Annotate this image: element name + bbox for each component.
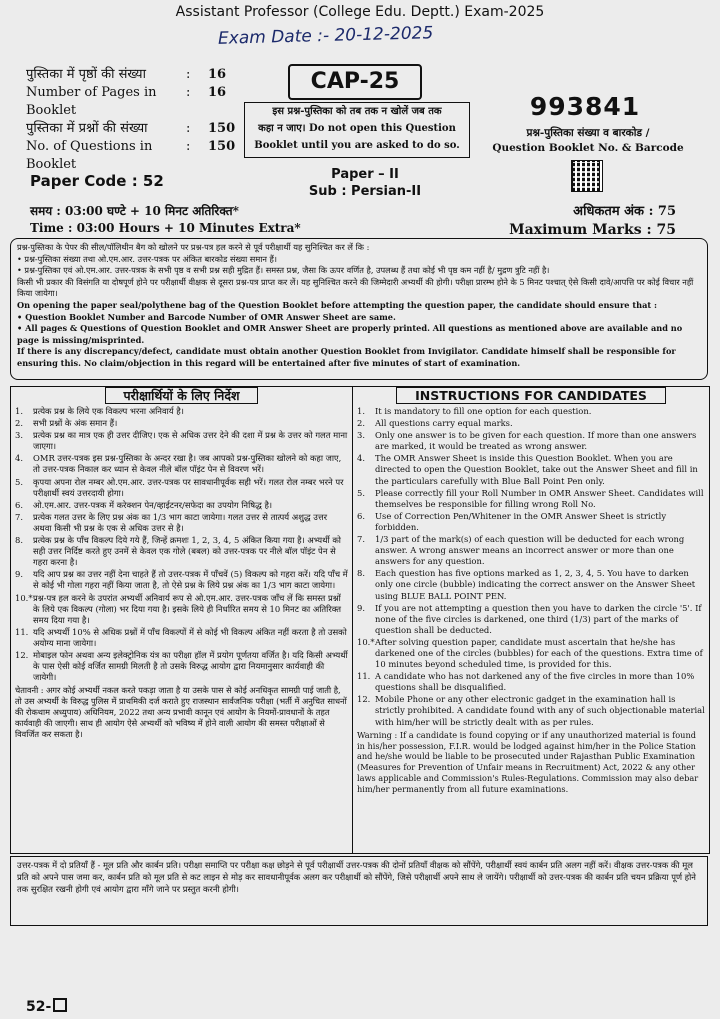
instruction-item [357,453,705,486]
time-allowed [30,203,301,237]
instruction-number: 11. [357,671,371,682]
barcode-label [470,126,706,156]
instruction-text: प्रत्येक प्रश्न का मात्र एक ही उत्तर दीजिए। एक से अधिक उत्तर देने की दशा में प्रश्न के उत्तर को गलत माना जाएगा। [33,430,348,452]
opening-hi-point: • प्रश्न-पुस्तिका संख्या तथा ओ.एम.आर. उत्तर-पत्रक पर अंकित बारकोड संख्या समान हैं। [17,253,277,264]
instruction-number: 2. [15,418,23,429]
time-en: Time : 03:00 Hours + 10 Minutes Extra* [30,221,301,235]
instruction-item [15,535,348,568]
paper-code: Paper Code : 52 [30,172,164,190]
barcode-label-hi: प्रश्न-पुस्तिका संख्या व बारकोड / [526,127,650,139]
hindi-instructions-title: परीक्षार्थियों के लिए निर्देश [105,387,259,404]
opening-hi-outro: किसी भी प्रकार की विसंगति या दोषपूर्ण होने पर परीक्षार्थी वीक्षक से दूसरा प्रश्न-पत्र प्राप्त कर लें। यह सुनिश्चित करने की जिम्मेदारी अभ्यर्थी की होगी। परीक्षा प्रारम्भ होने के 5 मिनट पश्चात् ऐसे किसी दावे/आपत्ति पर कोई विचार नहीं किया जायेगा। [17,276,694,299]
english-instructions-title: INSTRUCTIONS FOR CANDIDATES [396,387,666,404]
hindi-instructions-list [11,405,352,740]
instruction-number: 9. [357,602,365,613]
series-code: CAP-25 [288,64,422,100]
instruction-text: Mobile Phone or any other electronic gadget in the examination hall is strictly prohibited. A candidate found with any of such objectionable material with him/her will be strictly dealt with as per rules. [375,694,705,727]
info-row: पुस्तिका में पृष्ठों की संख्या : 16 [26,67,227,82]
info-row: पुस्तिका में प्रश्नों की संख्या : 150 [26,121,236,136]
instruction-number: 8. [357,568,365,579]
notice-line: इस प्रश्न-पुस्तिका को तब तक न खोलें जब तक [272,106,442,117]
instruction-text: If you are not attempting a question then you have to darken the circle '5'. If none of the five circles is darkened, one third (1/3) part of the marks of question shall be deducted. [375,602,702,635]
hindi-instructions [11,387,353,853]
booklet-number: 993841 [529,92,641,121]
instruction-number: 7. [15,511,23,522]
instruction-item [15,430,348,452]
instruction-text: प्रश्न-पत्र हल करने के उपरांत अभ्यर्थी अनिवार्य रूप से ओ.एम.आर. उत्तर-पत्रक जाँच लें कि समस्त प्रश्नों के लिये एक विकल्प (गोला) भर दिया गया है। इसके लिये ही निर्धारित समय से 10 मिनट का अतिरिक्त समय दिया गया है। [33,592,342,625]
info-row: No. of Questions in Booklet : 150 [26,139,236,172]
instruction-text: यदि आप प्रश्न का उत्तर नहीं देना चाहते हैं तो उत्तर-पत्रक में पाँचवें (5) विकल्प को गहरा करें। यदि पाँच में से कोई भी गोला गहरा नहीं किया जाता है, तो ऐसे प्रश्न के लिये प्रश्न अंक का 1/3 भाग काटा जायेगा। [33,569,348,591]
barcode-icon-overlay [573,162,599,188]
english-instructions-list [353,405,709,795]
square-icon [53,998,67,1012]
instruction-number: 6. [15,499,23,510]
instruction-text: ओ.एम.आर. उत्तर-पत्रक में करेक्शन पेन/व्हाईटनर/सफेदा का उपयोग निषिद्ध है। [33,499,273,510]
instruction-item [15,500,348,511]
instruction-item [357,418,705,429]
instruction-item [357,637,705,670]
instruction-item [357,694,705,727]
instruction-item [15,477,348,499]
instruction-number: 5. [15,476,23,487]
instruction-text: प्रत्येक प्रश्न के लिये एक विकल्प भरना अनिवार्य है। [33,406,184,416]
time-hi: समय : 03:00 घण्टे + 10 मिनट अतिरिक्त* [30,204,239,218]
instruction-text: यदि अभ्यर्थी 10% से अधिक प्रश्नों में पाँच विकल्पों में से कोई भी विकल्प अंकित नहीं करता है तो उसको अयोग्य माना जायेगा। [33,626,347,648]
instruction-number: 11. [15,626,29,637]
maximum-marks [506,203,676,239]
instruction-text: Each question has five options marked as 1, 2, 3, 4, 5. You have to darken only one circle (bubble) indicating the correct answer on the Answer Sheet using BLUE BALL POINT PEN. [375,568,696,601]
instruction-text: It is mandatory to fill one option for each question. [375,406,592,416]
instruction-number: 12. [15,649,29,660]
info-value: 16 [208,85,227,100]
instruction-item [15,627,348,649]
notice-line: Booklet until you are asked to do so. [254,140,460,151]
opening-en-intro: On opening the paper seal/polythene bag of the Question Booklet before attempting the question paper, the candidate should ensure that : [17,299,658,310]
info-value: 150 [208,121,236,136]
instruction-text: All questions carry equal marks. [375,418,513,429]
instruction-number: 1. [357,406,365,416]
instruction-text: Please correctly fill your Roll Number in OMR Answer Sheet. Candidates will themselves be responsible for filling wrong Roll No. [375,487,704,509]
opening-en-point: • Question Booklet Number and Barcode Number of OMR Answer Sheet are same. [17,311,396,322]
marks-hi: अधिकतम अंक : 75 [573,204,676,219]
instruction-number: 10.* [15,592,33,603]
instruction-text: Only one answer is to be given for each question. If more than one answers are marked, it would be treated as wrong answer. [375,430,697,452]
page-code-text: 52- [26,999,52,1015]
instruction-number: 10.* [357,636,375,647]
instruction-number: 8. [15,535,23,546]
instruction-text: 1/3 part of the mark(s) of each question will be deducted for each wrong answer. A wrong answer means an incorrect answer or more than one answers for any question. [375,534,685,567]
instruction-text: Use of Correction Pen/Whitener in the OMR Answer Sheet is strictly forbidden. [375,510,667,532]
instruction-item [357,406,705,417]
instruction-item [15,512,348,534]
instruction-text: कृपया अपना रोल नम्बर ओ.एम.आर. उत्तर-पत्रक पर सावधानीपूर्वक सही भरें। गलत रोल नम्बर भरने पर परीक्षार्थी स्वयं उत्तरदायी होगा। [33,476,344,498]
instruction-item [357,534,705,567]
do-not-open-notice [244,102,470,158]
footer-note: उत्तर-पत्रक में दो प्रतियाँ हैं - मूल प्रति और कार्बन प्रति। परीक्षा समाप्ति पर परीक्षा कक्ष छोड़ने से पूर्व परीक्षार्थी उत्तर-पत्रक की दोनों प्रतियाँ वीक्षक को सौंपेंगे, परीक्षार्थी स्वयं कार्बन प्रति अलग नहीं करें। वीक्षक उत्तर-पत्रक की मूल प्रति को अपने पास जमा कर, कार्बन प्रति को मूल प्रति से कट लाइन से मोड़ कर सावधानीपूर्वक अलग कर परीक्षार्थी को सौंपेंगे, जिसे परीक्षार्थी अपने साथ ले जायेंगे। परीक्षार्थी को उत्तर-पत्रक की कार्बन प्रति चयन प्रक्रिया पूर्ण होने तक सुरक्षित रखनी होगी एवं आयोग द्वारा माँगे जाने पर प्रस्तुत करनी होगी। [10,856,708,926]
instruction-number: 2. [357,418,365,429]
instruction-number: 4. [357,453,365,464]
instruction-text: सभी प्रश्नों के अंक समान हैं। [33,418,118,429]
instruction-number: 4. [15,453,23,464]
info-label: No. of Questions in Booklet [26,139,153,172]
booklet-info [26,66,235,174]
instruction-text: OMR उत्तर-पत्रक इस प्रश्न-पुस्तिका के अन्दर रखा है। जब आपको प्रश्न-पुस्तिका खोलने को कहा जाए, तो उत्तर-पत्रक निकाल कर ध्यान से केवल नीले बॉल पॉइंट पेन से विवरण भरें। [33,453,342,475]
page-code [26,998,67,1015]
instruction-text: प्रत्येक गलत उत्तर के लिए प्रश्न अंक का 1/3 भाग काटा जायेगा। गलत उत्तर से तात्पर्य अशुद्ध उत्तर अथवा किसी भी प्रश्न के एक से अधिक उत्तर से है। [33,511,328,533]
instruction-text: A candidate who has not darkened any of the five circles in more than 10% questions shall be disqualified. [375,671,695,693]
instruction-number: 7. [357,534,365,545]
instruction-item [357,430,705,452]
info-value: 150 [208,139,236,154]
instruction-item [15,650,348,683]
instruction-item [15,406,348,417]
instruction-item [357,671,705,693]
info-row: Number of Pages in Booklet : 16 [26,85,227,118]
instruction-number: 6. [357,510,365,521]
paper-subject [300,166,430,200]
instruction-number: 1. [15,406,23,416]
exam-title: Assistant Professor (College Edu. Deptt.) Exam-2025 [175,4,545,20]
handwritten-exam-date: Exam Date :- 20-12-2025 [217,23,434,49]
instruction-number: 9. [15,569,23,580]
notice-line: कहा न जाए। Do not open this Question [258,123,456,134]
instruction-text: The OMR Answer Sheet is inside this Question Booklet. When you are directed to open the Question Booklet, take out the Answer Sheet and fill in the particulars carefully with Blue Ball Point Pen only. [375,453,698,486]
marks-en: Maximum Marks : 75 [509,222,676,238]
opening-hi-intro: प्रश्न-पुस्तिका के पेपर की सील/पॉलिथीन बैग को खोलने पर प्रश्न-पत्र हल करने से पूर्व परीक्षार्थी यह सुनिश्चित कर लें कि : [17,242,370,252]
instructions-columns [10,386,710,854]
english-instructions [353,387,709,853]
instruction-number: 3. [15,430,23,441]
warning-text: चेतावनी : अगर कोई अभ्यर्थी नकल करते पकड़ा जाता है या उसके पास से कोई अनधिकृत सामग्री पाई जाती है, तो उस अभ्यर्थी के विरुद्ध पुलिस में प्राथमिकी दर्ज कराते हुए राजस्थान सार्वजनिक परीक्षा (भर्ती में अनुचित साधनों की रोकथाम अध्युपाय) अधिनियम, 2022 तथा अन्य प्रभावी कानून एवं आयोग के नियमों-प्रावधानों के तहत कार्यवाही की जाएगी। साथ ही आयोग ऐसे अभ्यर्थी को भविष्य में होने वाली आयोग की समस्त परीक्षाओं से विवर्जित कर सकता है। [15,685,347,739]
opening-en-point: • All pages & Questions of Question Booklet and OMR Answer Sheet are properly printed. All questions as mentioned above are available and no page is missing/misprinted. [17,323,683,345]
instruction-text: After solving question paper, candidate must ascertain that he/she has darkened one of the circles (bubbles) for each of the questions. Extra time of 10 minutes beyond scheduled time, is provided for this. [375,636,703,670]
opening-en-outro: If there is any discrepancy/defect, candidate must obtain another Question Booklet from Invigilator. Candidate himself shall be responsible for ensuring this. No claim/objection in this regard will be entertained after five minutes of start of examination. [17,346,676,368]
instruction-item [357,511,705,533]
instruction-item [15,593,348,626]
info-label: Number of Pages in Booklet [26,85,157,118]
opening-instructions [10,238,708,380]
info-label: पुस्तिका में पृष्ठों की संख्या [26,67,146,82]
subject: Sub : Persian-II [308,184,422,199]
info-value: 16 [208,67,227,82]
barcode-label-en: Question Booklet No. & Barcode [492,142,684,154]
opening-hi-point: • प्रश्न-पुस्तिका एवं ओ.एम.आर. उत्तर-पत्रक के सभी पृष्ठ व सभी प्रश्न सही मुद्रित हैं। समस्त प्रश्न, जैसा कि ऊपर वर्णित है, उपलब्ध हैं तथा कोई भी पृष्ठ कम नहीं है/ मुद्रण त्रुटि नहीं है। [17,265,550,276]
instruction-item [357,568,705,601]
instruction-item [357,603,705,636]
instruction-item [15,453,348,475]
info-label: पुस्तिका में प्रश्नों की संख्या [26,121,148,136]
paper-number: Paper – II [331,167,399,182]
instruction-text: मोबाइल फोन अथवा अन्य इलेक्ट्रोनिक यंत्र का परीक्षा हॉल में प्रयोग पूर्णतया वर्जित है। यदि किसी अभ्यर्थी के पास ऐसी कोई वर्जित सामग्री मिलती है तो उसके विरुद्ध आयोग द्वारा नियमानुसार कार्यवाही की जायेगी। [33,649,348,683]
warning-text: Warning : If a candidate is found copying or if any unauthorized material is found in his/her possession, F.I.R. would be lodged against him/her in the Police Station and he/she would be liable to be prosecuted under Rajasthan Public Examination (Measures for Prevention of Unfair means in Recruitment) Act, 2022 & any other laws applicable and Commission's Rules-Regulations. Commission may also debar him/her permanently from all future examinations. [357,729,699,795]
instruction-text: प्रत्येक प्रश्न के पाँच विकल्प दिये गये हैं, जिन्हें क्रमशः 1, 2, 3, 4, 5 अंकित किया गया है। अभ्यर्थी को सही उत्तर निर्दिष्ट करते हुए उनमें से केवल एक गोले (बबल) को उत्तर-पत्रक पर नीले बॉल पॉइंट पेन से गहरा करना है। [33,535,341,568]
instruction-number: 12. [357,694,371,705]
instruction-item [357,488,705,510]
instruction-item [15,569,348,591]
instruction-number: 5. [357,487,365,498]
instruction-item [15,418,348,429]
instruction-number: 3. [357,430,365,441]
